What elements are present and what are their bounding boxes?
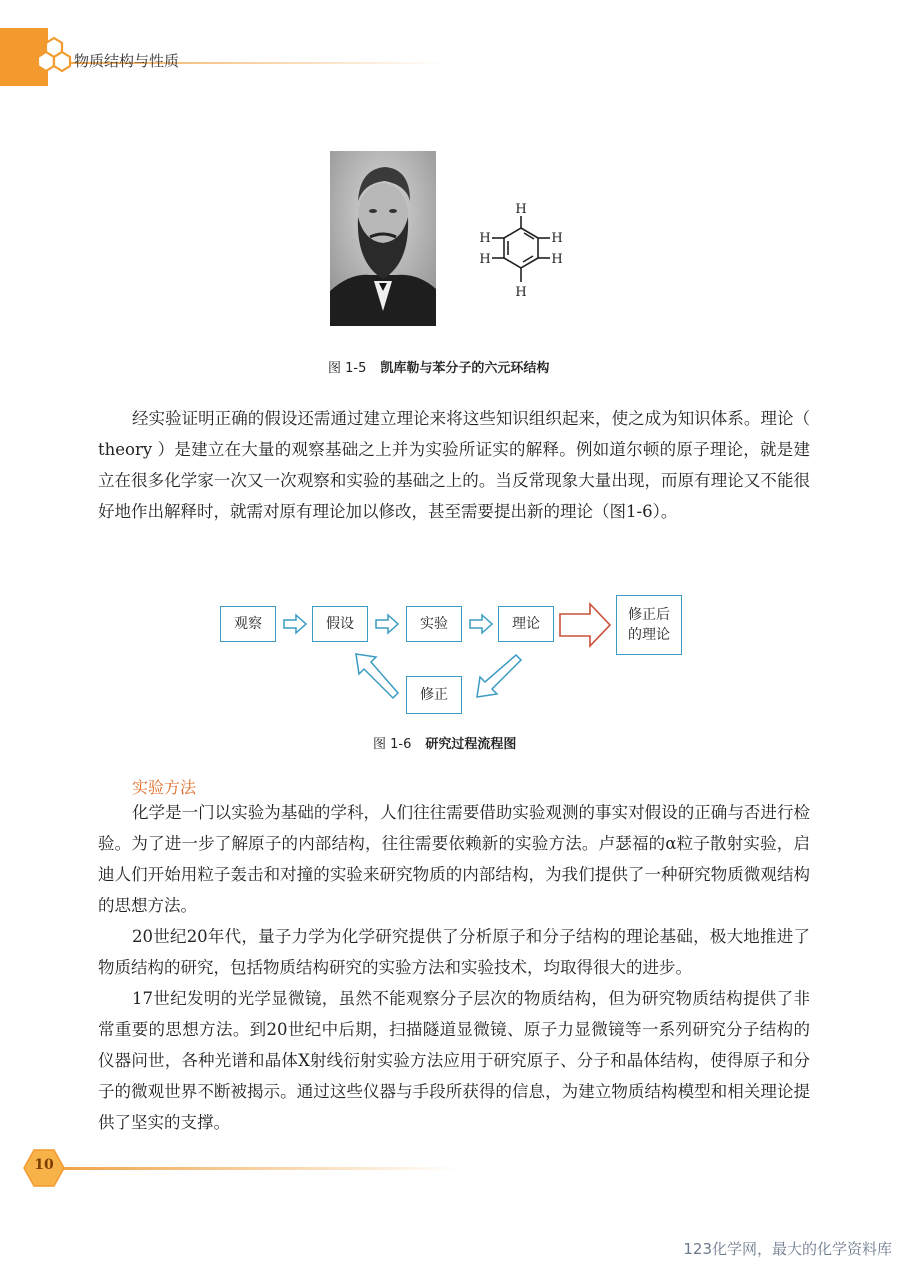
figure-caption-text: 凯库勒与苯分子的六元环结构	[380, 361, 550, 376]
research-flowchart	[210, 595, 700, 725]
benzene-structure	[466, 196, 576, 308]
body-paragraph: 经实验证明正确的假设还需通过建立理论来将这些知识组织起来，使之成为知识体系。理论（ theory ）是建立在大量的观察基础之上并为实验所证实的解释。例如道尔顿的原子理论，就是建立在很多化学家一次又一次观察和实验的基础之上的。当反常现象大量出现，而原有理论又不能很好地作出解释时，就需对原有理论加以修改，甚至需要提出新的理论（图1-6）。	[98, 409, 810, 521]
header-band	[0, 0, 900, 90]
figure-number: 图 1-5	[328, 361, 367, 376]
flow-step-experiment: 实验	[406, 606, 462, 642]
atom-h-left-upper: H	[479, 231, 491, 246]
arrow-revise-to-hypothesis-icon	[356, 654, 398, 698]
arrow-hypothesis-to-experiment-icon	[376, 615, 398, 633]
section-heading: 实验方法	[132, 778, 197, 797]
watermark-text: 123化学网，最大的化学资料库	[683, 1240, 892, 1258]
body-paragraph: 20世纪20年代，量子力学为化学研究提供了分析原子和分子结构的理论基础，极大地推进了物质结构的研究，包括物质结构研究的实验方法和实验技术，均取得很大的进步。	[98, 927, 810, 977]
atom-h-top: H	[515, 202, 527, 217]
kekule-portrait	[330, 151, 436, 326]
revised-theory-line-1: 修正后	[628, 607, 670, 623]
revised-theory-line-2: 的理论	[628, 627, 670, 643]
page-number: 10	[34, 1157, 54, 1173]
figure-1-6-caption	[373, 733, 516, 752]
figure-1-5-caption	[328, 357, 549, 376]
arrow-observe-to-hypothesis-icon	[284, 615, 306, 633]
flow-step-theory: 理论	[498, 606, 554, 642]
atom-h-left-lower: H	[479, 252, 491, 267]
flow-step-observe: 观察	[220, 606, 276, 642]
atom-h-right-upper: H	[551, 231, 563, 246]
flowchart-arrows	[210, 595, 700, 725]
figure-number: 图 1-6	[373, 737, 412, 752]
atom-h-right-lower: H	[551, 252, 563, 267]
flow-step-hypothesis: 假设	[312, 606, 368, 642]
body-paragraph: 17世纪发明的光学显微镜，虽然不能观察分子层次的物质结构，但为研究物质结构提供了非常重要的思想方法。到20世纪中后期，扫描隧道显微镜、原子力显微镜等一系列研究分子结构的仪器问世，各种光谱和晶体X射线衍射实验方法应用于研究原子、分子和晶体结构，使得原子和分子的微观世界不断被揭示。通过这些仪器与手段所获得的信息，为建立物质结构模型和相关理论提供了坚实的支撑。	[98, 989, 810, 1132]
arrow-theory-to-revise-icon	[477, 655, 521, 697]
chapter-title: 物质结构与性质	[74, 52, 180, 70]
atom-h-bottom: H	[515, 285, 527, 300]
body-paragraph: 化学是一门以实验为基础的学科，人们往往需要借助实验观测的事实对假设的正确与否进行检验。为了进一步了解原子的内部结构，往往需要依赖新的实验方法。卢瑟福的α粒子散射实验，启迪人们开始用粒子轰击和对撞的实验来研究物质的内部结构，为我们提供了一种研究物质微观结构的思想方法。	[98, 803, 810, 915]
arrow-experiment-to-theory-icon	[470, 615, 492, 633]
footer-rule	[60, 1167, 460, 1170]
flow-step-revise: 修正	[406, 676, 462, 714]
figure-caption-text: 研究过程流程图	[425, 737, 517, 752]
arrow-theory-to-revised-icon	[560, 604, 610, 646]
